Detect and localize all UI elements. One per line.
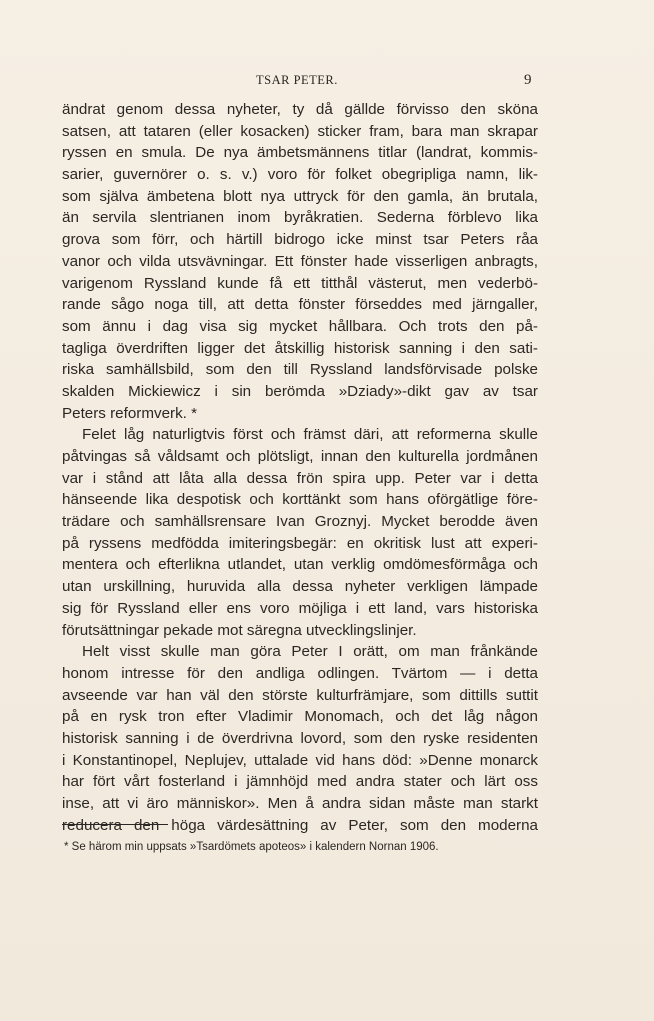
text-line: än servila slentrianen inom byråkratien. Sederna förblevo lika [62, 209, 538, 227]
text-line: i Konstantinopel, Neplujev, uttalade vid hans död: »Denne monarck [62, 751, 538, 769]
text-line: riska samhällsbild, som den till Ryssland landsförvisade polske [62, 361, 538, 379]
footnote-rule [62, 824, 168, 825]
page-number: 9 [524, 72, 532, 88]
text-line: vanor och vilda utsvävningar. Ett fönster hade visserligen anbragts, [62, 252, 538, 270]
paragraph-start-line: Felet låg naturligtvis först och främst däri, att reformerna skulle [82, 426, 538, 444]
text-line: som ännu i dag visa sig mycket hållbara. Och trots den på- [62, 317, 538, 335]
text-line: varigenom Ryssland kunde få ett titthål västerut, men vederbö- [62, 274, 538, 292]
text-line: som själva ämbetena blott nya uttryck för den gamla, än brutala, [62, 187, 538, 205]
text-line: tagliga överdriften ligger det åtskillig historisk sanning i den sati- [62, 339, 538, 357]
paragraph-start-line: Helt visst skulle man göra Peter I orätt, om man frånkände [82, 643, 538, 661]
footnote: * Se härom min uppsats »Tsardömets apoteos» i kalendern Nornan 1906. [64, 841, 439, 853]
text-line: rande sågo noga till, att detta fönster förseddes med järngaller, [62, 296, 538, 314]
text-line: på en rysk tron efter Vladimir Monomach, och det låg någon [62, 708, 538, 726]
text-line: var i stånd att låta alla dessa frön spira upp. Peter var i detta [62, 469, 538, 487]
body-text [62, 99, 538, 836]
text-line: ändrat genom dessa nyheter, ty då gällde förvisso den sköna [62, 101, 538, 118]
text-line: sarier, guvernörer o. s. v.) voro för folket obegripliga namn, lik- [62, 166, 538, 184]
text-line: ryssen en smula. De nya ämbetsmännens titlar (landrat, kommis- [62, 144, 538, 162]
text-line: hänseende lika despotisk och korttänkt som hans oförgätlige före- [62, 491, 538, 509]
text-line: Peters reformverk. * [62, 404, 198, 422]
running-head: TSAR PETER. [256, 73, 338, 87]
text-line: på ryssens medfödda imiteringsbegär: en okritisk lust att experi- [62, 534, 538, 552]
text-line: avseende var han väl den störste kulturfrämjare, som dittills suttit [62, 686, 538, 704]
text-line: historisk sanning i de överdrivna lovord, som den ryske residenten [62, 729, 538, 747]
text-line: påtvingas så våldsamt och plötsligt, innan den kulturella jordmånen [62, 448, 538, 465]
text-line: grova som förr, och härtill bidrogo icke minst tsar Peters råa [62, 231, 538, 249]
text-line: mentera och efterlikna utlandet, utan verklig omdömesförmåga och [62, 556, 538, 574]
text-line: reducera den höga värdesättning av Peter, som den moderna [62, 816, 538, 834]
text-line: skalden Mickiewicz i sin berömda »Dziady»-dikt gav av tsar [62, 382, 538, 400]
text-line: satsen, att tataren (eller kosacken) sticker fram, bara man skrapar [62, 122, 538, 140]
text-line: har fört vårt fosterland i jämnhöjd med andra stater och lärt oss [62, 773, 538, 791]
text-line: förutsättningar pekade mot säregna utvecklingslinjer. [62, 621, 417, 639]
text-line: honom intresse för den andliga odlingen. Tvärtom — i detta [62, 664, 538, 682]
text-line: utan urskillning, huruvida alla dessa nyheter verkligen lämpade [62, 578, 538, 596]
text-line: inse, att vi äro människor». Men å andra sidan måste man starkt [62, 795, 538, 812]
text-line: sig för Ryssland eller ens voro möjliga i ett land, vars historiska [62, 599, 538, 617]
text-line: trädare och samhällsrensare Ivan Groznyj. Mycket berodde även [62, 513, 538, 531]
